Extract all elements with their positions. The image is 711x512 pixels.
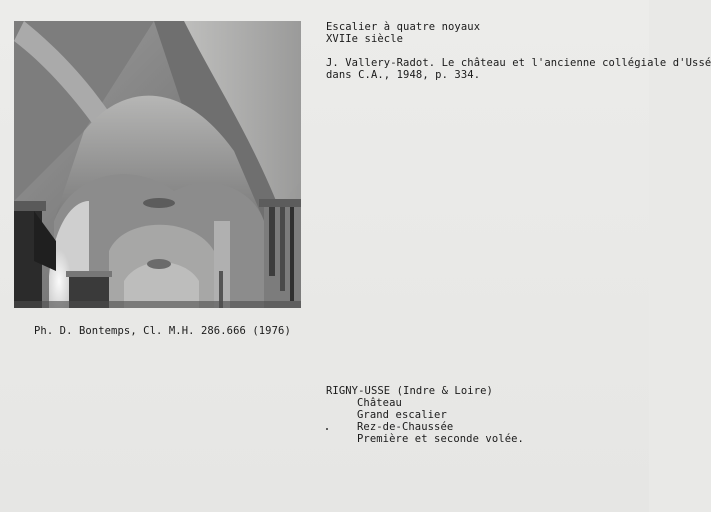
vault-photograph bbox=[14, 21, 301, 308]
location-line: Château bbox=[357, 397, 402, 409]
bibliographic-reference-line-1: J. Vallery-Radot. Le château et l'ancienne collégiale d'Ussé bbox=[326, 57, 711, 69]
location-line: Première et seconde volée. bbox=[357, 433, 524, 445]
century-label: XVIIe siècle bbox=[326, 33, 404, 45]
location-place: RIGNY-USSE (Indre & Loire) bbox=[326, 385, 493, 397]
bibliographic-reference-line-2: dans C.A., 1948, p. 334. bbox=[326, 69, 481, 81]
document-title: Escalier à quatre noyaux bbox=[326, 21, 481, 33]
location-line: Grand escalier bbox=[357, 409, 447, 421]
location-line: Rez-de-Chaussée bbox=[357, 421, 454, 433]
photo-credit: Ph. D. Bontemps, Cl. M.H. 286.666 (1976) bbox=[34, 325, 291, 337]
bullet-mark bbox=[326, 428, 328, 430]
